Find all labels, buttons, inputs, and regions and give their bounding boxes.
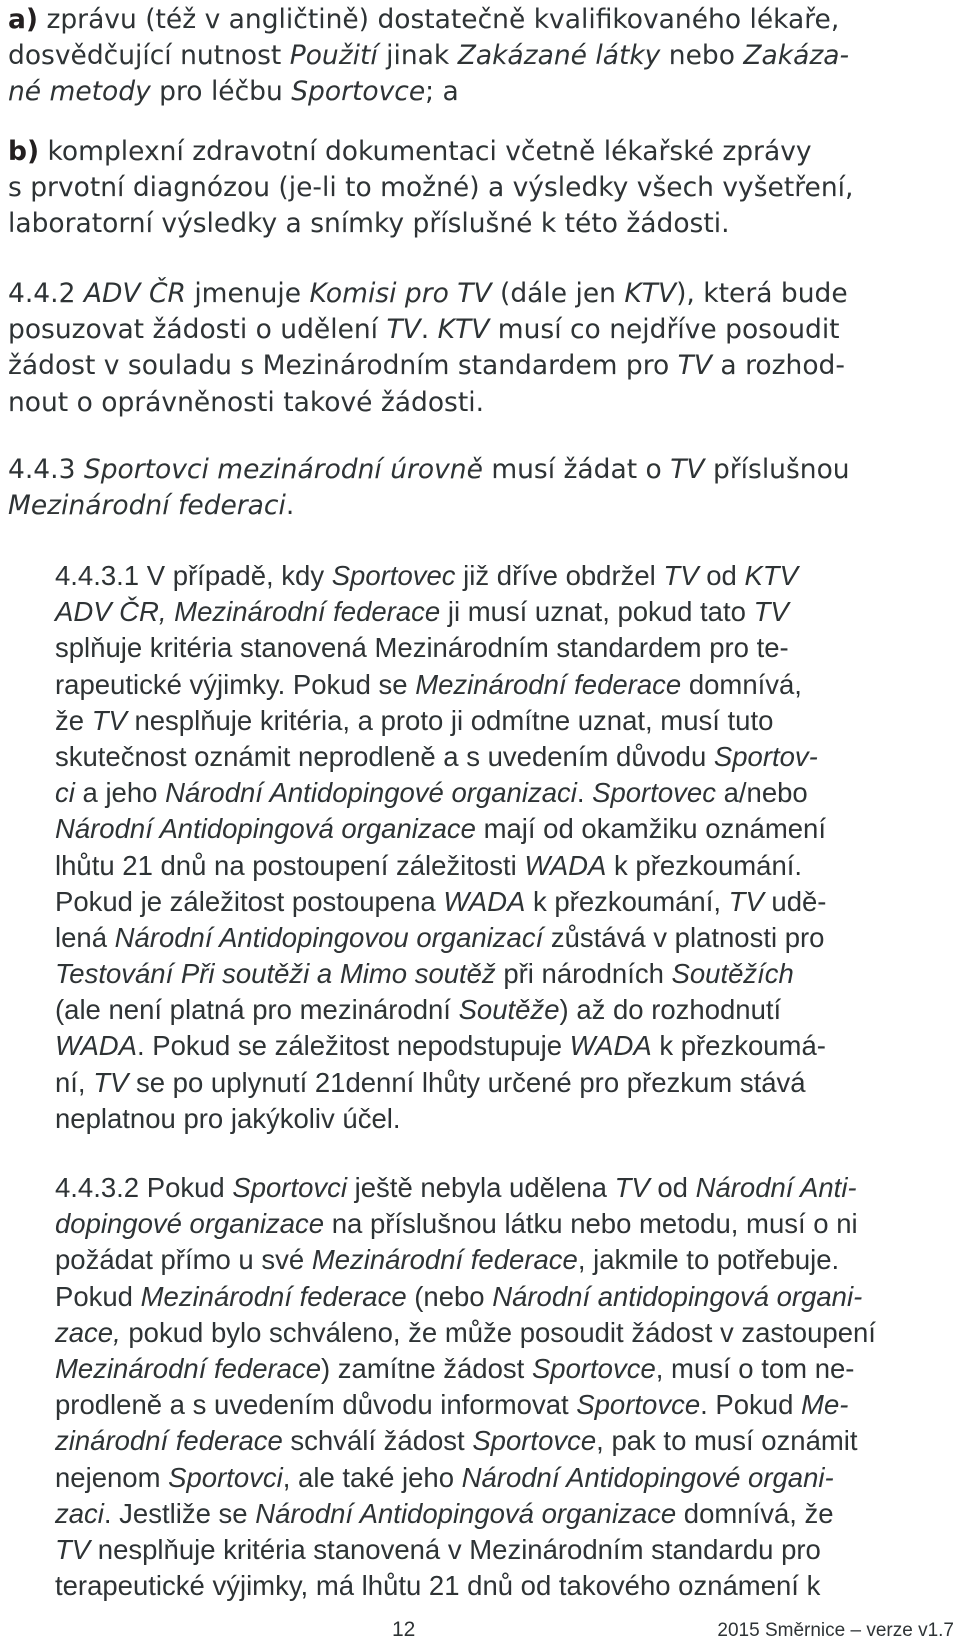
italic-term: WADA (524, 849, 607, 881)
italic-term: zaci (55, 1497, 104, 1529)
para-4431-line-6: skutečnost oznámit neprodleně a s uvedením důvodu Sportov- (55, 740, 818, 772)
para-4431-line-5: že TV nesplňuje kritéria, a proto ji odmítne uznat, musí tuto (55, 704, 774, 736)
para-443-line-1: 4.4.3 Sportovci mezinárodní úrovně musí žádat o TV příslušnou (8, 454, 850, 485)
para-442-line-2: posuzovat žádosti o udělení TV. KTV musí co nejdříve posoudit (8, 314, 840, 346)
italic-term: WADA (55, 1030, 138, 1062)
para-4432-line-9: nejenom Sportovci, ale také jeho Národní Antidopingové organi- (55, 1461, 834, 1493)
italic-term: zinárodní federace (55, 1425, 283, 1457)
para-4432-line-3: požádat přímo u své Mezinárodní federace, jakmile to potřebuje. (55, 1244, 840, 1276)
italic-term: ci (55, 777, 75, 809)
paragraph-b (8, 134, 853, 243)
para-4432-line-2: dopingové organizace na příslušnou látku nebo metodu, musí o ni (55, 1208, 858, 1240)
italic-term: Sportovci (232, 1172, 348, 1203)
paragraph-4-4-3 (8, 452, 850, 524)
italic-term: Mezinárodní federace (311, 1244, 578, 1276)
para-443-line-2: Mezinárodní federaci. (8, 490, 295, 522)
italic-term: Mezinárodní federace (415, 668, 682, 700)
para-4431-line-7: ci a jeho Národní Antidopingové organizaci. Sportovec a/nebo (55, 777, 808, 809)
italic-term: Národní Anti- (695, 1172, 857, 1203)
paragraph-a (8, 2, 849, 111)
paragraph-4-4-3-1 (55, 558, 826, 1137)
italic-term: WADA (443, 885, 526, 917)
para-4431-line-1: 4.4.3.1 V případě, kdy Sportovec již dříve obdržel TV od KTV (55, 560, 798, 591)
italic-term: Národní Antidopingovou organizací (114, 921, 544, 953)
para-4432-line-4: Pokud Mezinárodní federace (nebo Národní antidopingová organi- (55, 1280, 863, 1312)
para-442-line-4: nout o oprávněnosti takové žádosti. (8, 386, 485, 418)
italic-term: Sportovce (472, 1425, 597, 1457)
italic-term: ADV ČR (83, 278, 186, 309)
italic-term: TV (728, 885, 764, 917)
italic-term: Mezinárodní federaci (8, 490, 286, 522)
italic-term: TV (663, 560, 699, 591)
italic-term: Zakázané látky (457, 40, 661, 72)
italic-term: ADV ČR, Mezinárodní federace (55, 596, 441, 628)
italic-term: Me- (801, 1389, 849, 1421)
para-4432-line-1: 4.4.3.2 Pokud Sportovci ještě nebyla udělena TV od Národní Anti- (55, 1172, 857, 1203)
para-4431-line-4: rapeutické výjimky. Pokud se Mezinárodní federace domnívá, (55, 668, 802, 700)
page-number: 12 (392, 1618, 416, 1641)
para-4431-line-11: lená Národní Antidopingovou organizací zůstává v platnosti pro (55, 921, 825, 953)
italic-term: Národní Antidopingová organizace (55, 813, 476, 845)
italic-term: Sportovci (168, 1461, 283, 1493)
italic-term: TV (55, 1533, 91, 1565)
italic-term: WADA (569, 1030, 652, 1062)
para-4431-line-3: splňuje kritéria stanovená Mezinárodním standardem pro te- (55, 632, 789, 664)
italic-term: TV (614, 1172, 650, 1203)
para-442-line-3: žádost v souladu s Mezinárodním standardem pro TV a rozhod- (8, 350, 845, 382)
para-443-number: 4.4.3 (8, 454, 76, 485)
italic-term: TV (93, 1066, 129, 1098)
italic-term: Sportov- (713, 740, 818, 772)
para-4431-line-13: (ale není platná pro mezinárodní Soutěže) až do rozhodnutí (55, 994, 782, 1026)
para-4431-line-2: ADV ČR, Mezinárodní federace ji musí uznat, pokud tato TV (55, 596, 789, 628)
italic-term: Mezinárodní federace (140, 1280, 407, 1312)
para-4432-line-8: zinárodní federace schválí žádost Sportovce, pak to musí oznámit (55, 1425, 858, 1457)
italic-term: KTV (437, 314, 490, 346)
para-4432-line-6: Mezinárodní federace) zamítne žádost Sportovce, musí o tom ne- (55, 1352, 855, 1384)
italic-term: KTV (744, 560, 798, 591)
para-4431-line-10: Pokud je záležitost postoupena WADA k přezkoumání, TV udě- (55, 885, 827, 917)
para-4432-line-12: terapeutické výjimky, má lhůtu 21 dnů od takového oznámení k (55, 1570, 821, 1602)
italic-term: Testování Při soutěži a Mimo soutěž (55, 958, 496, 990)
italic-term: Sportovce (531, 1352, 656, 1384)
italic-term: Mezinárodní federace (55, 1352, 321, 1384)
para-4431-line-8: Národní Antidopingová organizace mají od okamžiku oznámení (55, 813, 826, 845)
italic-term: Národní antidopingová organi- (492, 1280, 863, 1312)
para-4431-line-14: WADA. Pokud se záležitost nepodstupuje WADA k přezkoumá- (55, 1030, 826, 1062)
para-b-line-2: s prvotní diagnózou (je-li to možné) a výsledky všech vyšetření, (8, 172, 854, 204)
para-a-line-3: né metody pro léčbu Sportovce; a (8, 76, 459, 108)
italic-term: zace, (55, 1316, 121, 1348)
para-a-line-2: dosvědčující nutnost Použití jinak Zakázané látky nebo Zakáza- (8, 40, 850, 72)
para-442-line-1: 4.4.2 ADV ČR jmenuje Komisi pro TV (dále jen KTV), která bude (8, 278, 848, 309)
para-b-line-3: laboratorní výsledky a snímky příslušné k této žádosti. (8, 208, 730, 240)
italic-term: dopingové organizace (55, 1208, 325, 1240)
para-b-line-1: b) komplexní zdravotní dokumentaci včetně lékařské zprávy (8, 136, 812, 167)
italic-term: né metody (8, 76, 151, 108)
paragraph-4-4-2 (8, 276, 848, 421)
italic-term: Sportovci mezinárodní úrovně (83, 454, 483, 485)
italic-term: Národní Antidopingová organizace (255, 1497, 677, 1529)
para-4432-line-5: zace, pokud bylo schváleno, že může posoudit žádost v zastoupení (55, 1316, 876, 1348)
para-4432-line-11: TV nesplňuje kritéria stanovená v Mezinárodním standardu pro (55, 1533, 821, 1565)
para-4431-line-12: Testování Při soutěži a Mimo soutěž při národních Soutěžích (55, 958, 794, 990)
italic-term: Soutěže (458, 994, 560, 1026)
para-4431-line-9: lhůtu 21 dnů na postoupení záležitosti WADA k přezkoumání. (55, 849, 803, 881)
italic-term: TV (670, 454, 705, 485)
italic-term: Sportovce (576, 1389, 701, 1421)
italic-term: Komisi pro TV (309, 278, 492, 309)
para-b-label: b) (8, 136, 40, 167)
para-4431-number: 4.4.3.1 (55, 560, 140, 591)
document-version: 2015 Směrnice – verze v1.7 (717, 1620, 954, 1641)
para-4431-line-16: neplatnou pro jakýkoliv účel. (55, 1102, 401, 1134)
italic-term: TV (386, 314, 421, 346)
para-4431-line-15: ní, TV se po uplynutí 21denní lhůty určené pro přezkum stává (55, 1066, 806, 1098)
italic-term: TV (677, 350, 712, 382)
italic-term: Sportovec (592, 777, 716, 809)
para-4432-line-10: zaci. Jestliže se Národní Antidopingová organizace domnívá, že (55, 1497, 834, 1529)
paragraph-4-4-3-2 (55, 1170, 876, 1604)
italic-term: Sportovce (291, 76, 426, 108)
italic-term: Zakáza- (743, 40, 850, 72)
para-442-number: 4.4.2 (8, 278, 76, 309)
italic-term: TV (753, 596, 789, 628)
para-a-line-1: a) zprávu (též v angličtině) dostatečně kvalifikovaného lékaře, (8, 4, 840, 35)
italic-term: KTV (624, 278, 677, 309)
italic-term: TV (91, 704, 127, 736)
italic-term: Národní Antidopingové organi- (461, 1461, 834, 1493)
italic-term: Sportovec (331, 560, 456, 591)
para-4432-number: 4.4.3.2 (55, 1172, 140, 1203)
para-a-label: a) (8, 4, 38, 35)
italic-term: Soutěžích (671, 958, 794, 990)
italic-term: Použití (289, 40, 378, 72)
italic-term: Národní Antidopingové organizaci (165, 777, 577, 809)
para-4432-line-7: prodleně a s uvedením důvodu informovat Sportovce. Pokud Me- (55, 1389, 849, 1421)
